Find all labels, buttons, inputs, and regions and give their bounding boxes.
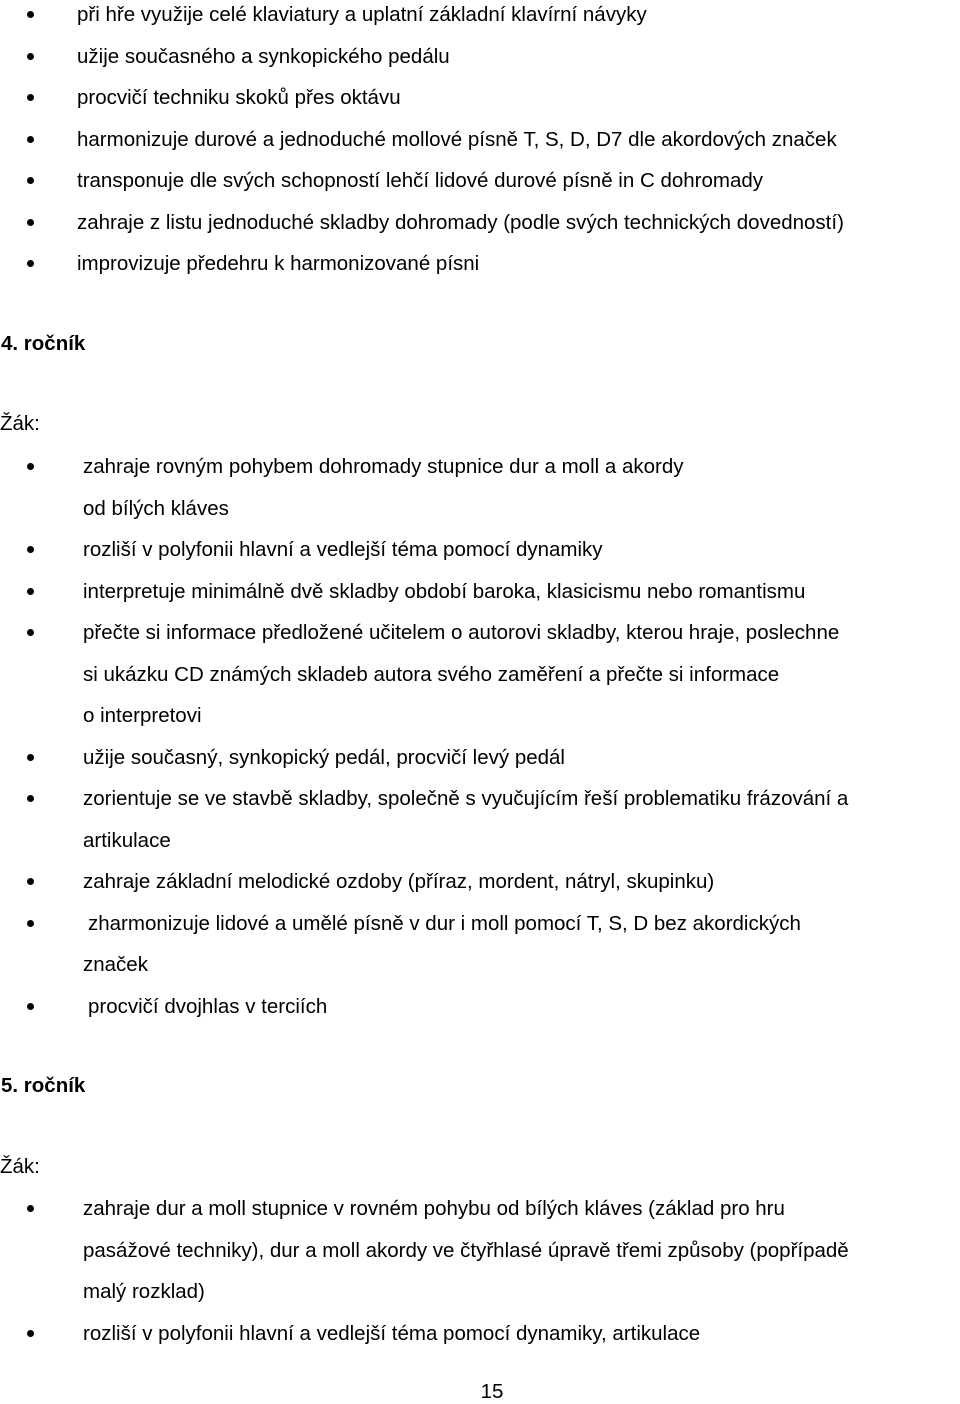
pupil-label: Žák: <box>0 412 40 435</box>
bullet-icon <box>27 795 34 802</box>
bullet-icon <box>27 588 34 595</box>
bullet-icon <box>27 463 34 470</box>
page-number: 15 <box>480 1380 504 1403</box>
list-item: přečte si informace předložené učitelem o autorovi skladby, kterou hraje, poslechne si ukázku CD známých skladeb autora svého zaměření a přečte si informace o interpretovi <box>0 612 848 737</box>
list-item: improvizuje předehru k harmonizované písni <box>0 243 844 285</box>
list-item: zorientuje se ve stavbě skladby, společně s vyučujícím řeší problematiku frázování a artikulace <box>0 778 848 861</box>
bullet-icon <box>27 920 34 927</box>
list-item: interpretuje minimálně dvě skladby období baroka, klasicismu nebo romantismu <box>0 571 848 613</box>
bullet-icon <box>27 878 34 885</box>
list-item: zahraje z listu jednoduché skladby dohromady (podle svých technických dovedností) <box>0 202 844 244</box>
bullet-icon <box>27 11 34 18</box>
list-item: procvičí dvojhlas v terciích <box>0 986 848 1028</box>
bullet-icon <box>27 94 34 101</box>
bullet-icon <box>27 53 34 60</box>
year4-bullet-list <box>0 446 848 1027</box>
bullet-icon <box>27 546 34 553</box>
list-item: zahraje rovným pohybem dohromady stupnice dur a moll a akordy od bílých kláves <box>0 446 848 529</box>
bullet-icon <box>27 629 34 636</box>
bullet-icon <box>27 136 34 143</box>
list-item: zharmonizuje lidové a umělé písně v dur i moll pomocí T, S, D bez akordických značek <box>0 903 848 986</box>
bullet-icon <box>27 177 34 184</box>
section-heading-year4: 4. ročník <box>1 332 86 355</box>
intro-bullet-list <box>0 0 844 285</box>
list-item: rozliší v polyfonii hlavní a vedlejší téma pomocí dynamiky <box>0 529 848 571</box>
list-item: užije současného a synkopického pedálu <box>0 36 844 78</box>
year5-bullet-list <box>0 1188 849 1354</box>
list-item: zahraje základní melodické ozdoby (příraz, mordent, nátryl, skupinku) <box>0 861 848 903</box>
pupil-label: Žák: <box>0 1155 40 1178</box>
bullet-icon <box>27 260 34 267</box>
list-item: procvičí techniku skoků přes oktávu <box>0 77 844 119</box>
list-item: transponuje dle svých schopností lehčí lidové durové písně in C dohromady <box>0 160 844 202</box>
list-item: při hře využije celé klaviatury a uplatní základní klavírní návyky <box>0 0 844 36</box>
list-item: rozliší v polyfonii hlavní a vedlejší téma pomocí dynamiky, artikulace <box>0 1313 849 1355</box>
bullet-icon <box>27 219 34 226</box>
list-item: harmonizuje durové a jednoduché mollové písně T, S, D, D7 dle akordových značek <box>0 119 844 161</box>
list-item: užije současný, synkopický pedál, procvičí levý pedál <box>0 737 848 779</box>
bullet-icon <box>27 1003 34 1010</box>
list-item: zahraje dur a moll stupnice v rovném pohybu od bílých kláves (základ pro hru pasážové techniky), dur a moll akordy ve čtyřhlasé úpravě třemi způsoby (popřípadě malý rozklad) <box>0 1188 849 1313</box>
bullet-icon <box>27 754 34 761</box>
bullet-icon <box>27 1330 34 1337</box>
section-heading-year5: 5. ročník <box>1 1074 86 1097</box>
bullet-icon <box>27 1205 34 1212</box>
